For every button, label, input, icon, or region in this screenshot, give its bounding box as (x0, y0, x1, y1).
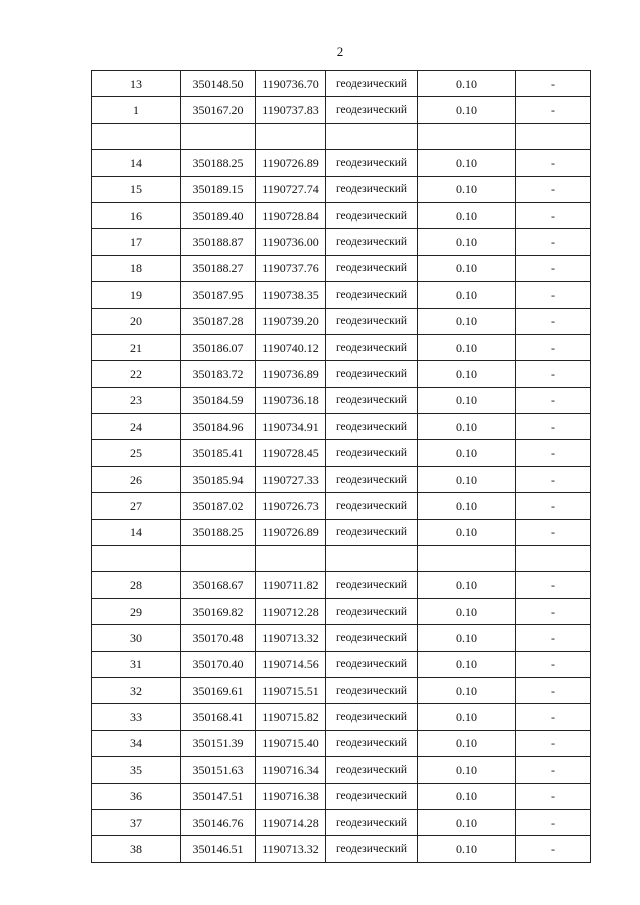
method-cell: геодезический (326, 730, 418, 756)
note-cell: - (516, 255, 591, 281)
method-cell (326, 546, 418, 572)
accuracy-cell: 0.10 (418, 677, 516, 703)
method-cell: геодезический (326, 598, 418, 624)
table-row (92, 757, 591, 783)
x-coordinate-cell (181, 123, 256, 149)
table-row (92, 387, 591, 413)
table-row (92, 598, 591, 624)
x-coordinate-cell: 350169.82 (181, 598, 256, 624)
y-coordinate-cell (256, 123, 326, 149)
method-cell: геодезический (326, 229, 418, 255)
point-number-cell: 28 (92, 572, 181, 598)
y-coordinate-cell: 1190738.35 (256, 282, 326, 308)
x-coordinate-cell: 350146.51 (181, 836, 256, 862)
table-row (92, 255, 591, 281)
method-cell: геодезический (326, 704, 418, 730)
table-row (92, 361, 591, 387)
method-cell: геодезический (326, 414, 418, 440)
point-number-cell: 33 (92, 704, 181, 730)
table-row (92, 546, 591, 572)
method-cell: геодезический (326, 361, 418, 387)
table-row (92, 730, 591, 756)
method-cell: геодезический (326, 176, 418, 202)
table-row (92, 202, 591, 228)
accuracy-cell (418, 546, 516, 572)
note-cell: - (516, 440, 591, 466)
y-coordinate-cell: 1190739.20 (256, 308, 326, 334)
table-row (92, 282, 591, 308)
accuracy-cell: 0.10 (418, 414, 516, 440)
accuracy-cell: 0.10 (418, 598, 516, 624)
point-number-cell: 18 (92, 255, 181, 281)
note-cell: - (516, 836, 591, 862)
point-number-cell: 34 (92, 730, 181, 756)
note-cell: - (516, 176, 591, 202)
point-number-cell: 38 (92, 836, 181, 862)
note-cell: - (516, 414, 591, 440)
note-cell: - (516, 783, 591, 809)
x-coordinate-cell: 350148.50 (181, 71, 256, 97)
table-row (92, 704, 591, 730)
accuracy-cell: 0.10 (418, 730, 516, 756)
table-row (92, 176, 591, 202)
point-number-cell: 24 (92, 414, 181, 440)
accuracy-cell: 0.10 (418, 836, 516, 862)
accuracy-cell: 0.10 (418, 625, 516, 651)
y-coordinate-cell: 1190715.82 (256, 704, 326, 730)
table-row (92, 97, 591, 123)
x-coordinate-cell: 350188.25 (181, 519, 256, 545)
x-coordinate-cell: 350189.15 (181, 176, 256, 202)
x-coordinate-cell: 350151.63 (181, 757, 256, 783)
method-cell: геодезический (326, 387, 418, 413)
accuracy-cell: 0.10 (418, 466, 516, 492)
y-coordinate-cell: 1190736.00 (256, 229, 326, 255)
accuracy-cell: 0.10 (418, 519, 516, 545)
x-coordinate-cell: 350186.07 (181, 334, 256, 360)
table-row (92, 625, 591, 651)
table-row (92, 493, 591, 519)
note-cell (516, 546, 591, 572)
method-cell: геодезический (326, 71, 418, 97)
y-coordinate-cell: 1190726.89 (256, 519, 326, 545)
x-coordinate-cell: 350170.48 (181, 625, 256, 651)
x-coordinate-cell: 350167.20 (181, 97, 256, 123)
note-cell: - (516, 598, 591, 624)
x-coordinate-cell: 350188.87 (181, 229, 256, 255)
note-cell (516, 123, 591, 149)
x-coordinate-cell: 350168.41 (181, 704, 256, 730)
method-cell: геодезический (326, 625, 418, 651)
method-cell: геодезический (326, 572, 418, 598)
point-number-cell: 27 (92, 493, 181, 519)
x-coordinate-cell: 350189.40 (181, 202, 256, 228)
x-coordinate-cell: 350185.41 (181, 440, 256, 466)
note-cell: - (516, 625, 591, 651)
method-cell: геодезический (326, 651, 418, 677)
point-number-cell: 25 (92, 440, 181, 466)
note-cell: - (516, 282, 591, 308)
accuracy-cell: 0.10 (418, 440, 516, 466)
accuracy-cell: 0.10 (418, 255, 516, 281)
accuracy-cell: 0.10 (418, 229, 516, 255)
point-number-cell: 29 (92, 598, 181, 624)
point-number-cell (92, 123, 181, 149)
table-row (92, 783, 591, 809)
y-coordinate-cell: 1190736.89 (256, 361, 326, 387)
y-coordinate-cell: 1190728.45 (256, 440, 326, 466)
table-row (92, 71, 591, 97)
table-row (92, 308, 591, 334)
method-cell: геодезический (326, 783, 418, 809)
y-coordinate-cell: 1190726.89 (256, 150, 326, 176)
table-row (92, 123, 591, 149)
note-cell: - (516, 71, 591, 97)
accuracy-cell: 0.10 (418, 282, 516, 308)
accuracy-cell: 0.10 (418, 71, 516, 97)
note-cell: - (516, 519, 591, 545)
x-coordinate-cell: 350184.96 (181, 414, 256, 440)
y-coordinate-cell: 1190737.76 (256, 255, 326, 281)
point-number-cell: 37 (92, 809, 181, 835)
accuracy-cell: 0.10 (418, 493, 516, 519)
y-coordinate-cell: 1190734.91 (256, 414, 326, 440)
y-coordinate-cell: 1190737.83 (256, 97, 326, 123)
note-cell: - (516, 572, 591, 598)
x-coordinate-cell: 350168.67 (181, 572, 256, 598)
table-row (92, 651, 591, 677)
method-cell: геодезический (326, 836, 418, 862)
note-cell: - (516, 730, 591, 756)
y-coordinate-cell: 1190716.38 (256, 783, 326, 809)
y-coordinate-cell: 1190714.56 (256, 651, 326, 677)
table-row (92, 414, 591, 440)
coordinates-table-body (92, 71, 591, 863)
accuracy-cell: 0.10 (418, 202, 516, 228)
accuracy-cell: 0.10 (418, 757, 516, 783)
point-number-cell: 16 (92, 202, 181, 228)
y-coordinate-cell: 1190713.32 (256, 836, 326, 862)
x-coordinate-cell: 350188.27 (181, 255, 256, 281)
x-coordinate-cell: 350151.39 (181, 730, 256, 756)
point-number-cell: 19 (92, 282, 181, 308)
y-coordinate-cell: 1190716.34 (256, 757, 326, 783)
page-number: 2 (336, 44, 344, 59)
point-number-cell: 1 (92, 97, 181, 123)
table-row (92, 572, 591, 598)
y-coordinate-cell: 1190715.51 (256, 677, 326, 703)
coordinates-table (91, 70, 591, 863)
note-cell: - (516, 493, 591, 519)
method-cell: геодезический (326, 308, 418, 334)
point-number-cell: 13 (92, 71, 181, 97)
y-coordinate-cell: 1190711.82 (256, 572, 326, 598)
x-coordinate-cell: 350147.51 (181, 783, 256, 809)
method-cell: геодезический (326, 282, 418, 308)
table-row (92, 440, 591, 466)
note-cell: - (516, 229, 591, 255)
accuracy-cell: 0.10 (418, 387, 516, 413)
accuracy-cell: 0.10 (418, 150, 516, 176)
note-cell: - (516, 466, 591, 492)
method-cell: геодезический (326, 677, 418, 703)
note-cell: - (516, 334, 591, 360)
method-cell: геодезический (326, 97, 418, 123)
y-coordinate-cell: 1190727.74 (256, 176, 326, 202)
note-cell: - (516, 809, 591, 835)
x-coordinate-cell: 350146.76 (181, 809, 256, 835)
method-cell: геодезический (326, 757, 418, 783)
y-coordinate-cell: 1190727.33 (256, 466, 326, 492)
y-coordinate-cell: 1190740.12 (256, 334, 326, 360)
note-cell: - (516, 308, 591, 334)
note-cell: - (516, 97, 591, 123)
accuracy-cell: 0.10 (418, 308, 516, 334)
point-number-cell: 32 (92, 677, 181, 703)
method-cell: геодезический (326, 334, 418, 360)
y-coordinate-cell (256, 546, 326, 572)
y-coordinate-cell: 1190726.73 (256, 493, 326, 519)
note-cell: - (516, 150, 591, 176)
point-number-cell: 14 (92, 519, 181, 545)
x-coordinate-cell: 350184.59 (181, 387, 256, 413)
note-cell: - (516, 704, 591, 730)
table-row (92, 519, 591, 545)
note-cell: - (516, 677, 591, 703)
y-coordinate-cell: 1190712.28 (256, 598, 326, 624)
y-coordinate-cell: 1190715.40 (256, 730, 326, 756)
point-number-cell: 31 (92, 651, 181, 677)
method-cell: геодезический (326, 466, 418, 492)
note-cell: - (516, 387, 591, 413)
point-number-cell: 15 (92, 176, 181, 202)
accuracy-cell: 0.10 (418, 809, 516, 835)
accuracy-cell: 0.10 (418, 704, 516, 730)
point-number-cell: 36 (92, 783, 181, 809)
table-row (92, 809, 591, 835)
note-cell: - (516, 651, 591, 677)
method-cell: геодезический (326, 440, 418, 466)
accuracy-cell: 0.10 (418, 361, 516, 387)
x-coordinate-cell: 350183.72 (181, 361, 256, 387)
point-number-cell (92, 546, 181, 572)
method-cell: геодезический (326, 255, 418, 281)
y-coordinate-cell: 1190736.70 (256, 71, 326, 97)
note-cell: - (516, 202, 591, 228)
table-row (92, 836, 591, 862)
accuracy-cell: 0.10 (418, 334, 516, 360)
table-row (92, 150, 591, 176)
x-coordinate-cell: 350187.95 (181, 282, 256, 308)
x-coordinate-cell: 350187.02 (181, 493, 256, 519)
point-number-cell: 21 (92, 334, 181, 360)
point-number-cell: 22 (92, 361, 181, 387)
x-coordinate-cell: 350170.40 (181, 651, 256, 677)
y-coordinate-cell: 1190713.32 (256, 625, 326, 651)
accuracy-cell (418, 123, 516, 149)
point-number-cell: 30 (92, 625, 181, 651)
point-number-cell: 35 (92, 757, 181, 783)
x-coordinate-cell: 350188.25 (181, 150, 256, 176)
table-row (92, 677, 591, 703)
point-number-cell: 26 (92, 466, 181, 492)
accuracy-cell: 0.10 (418, 651, 516, 677)
table-row (92, 466, 591, 492)
table-row (92, 229, 591, 255)
x-coordinate-cell: 350187.28 (181, 308, 256, 334)
point-number-cell: 17 (92, 229, 181, 255)
x-coordinate-cell: 350185.94 (181, 466, 256, 492)
y-coordinate-cell: 1190736.18 (256, 387, 326, 413)
table-row (92, 334, 591, 360)
note-cell: - (516, 757, 591, 783)
x-coordinate-cell (181, 546, 256, 572)
method-cell: геодезический (326, 519, 418, 545)
point-number-cell: 23 (92, 387, 181, 413)
accuracy-cell: 0.10 (418, 572, 516, 598)
x-coordinate-cell: 350169.61 (181, 677, 256, 703)
note-cell: - (516, 361, 591, 387)
y-coordinate-cell: 1190714.28 (256, 809, 326, 835)
method-cell (326, 123, 418, 149)
method-cell: геодезический (326, 809, 418, 835)
accuracy-cell: 0.10 (418, 783, 516, 809)
point-number-cell: 14 (92, 150, 181, 176)
method-cell: геодезический (326, 150, 418, 176)
method-cell: геодезический (326, 202, 418, 228)
accuracy-cell: 0.10 (418, 97, 516, 123)
method-cell: геодезический (326, 493, 418, 519)
point-number-cell: 20 (92, 308, 181, 334)
y-coordinate-cell: 1190728.84 (256, 202, 326, 228)
accuracy-cell: 0.10 (418, 176, 516, 202)
